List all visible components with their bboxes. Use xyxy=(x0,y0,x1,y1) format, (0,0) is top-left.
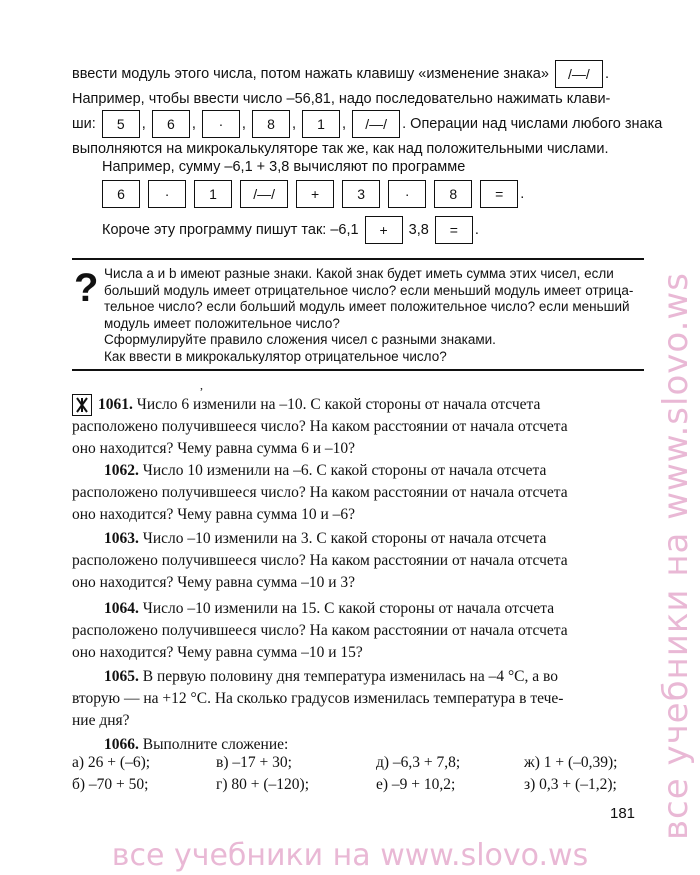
plus-key: + xyxy=(365,216,403,244)
question-line: Как ввести в микрокалькулятор отрицательное число? xyxy=(104,348,447,364)
program-key: 3 xyxy=(342,180,380,208)
key-5: 5 xyxy=(102,110,140,138)
exercise-1063: 1063. Число –10 изменили на 3. С какой стороны от начала отсчета расположено получившееся число? На каком расстоянии от начала отсчета оно находится? Чему равна сумма –10 и 3? xyxy=(72,530,568,591)
bottom-watermark: все учебники на www.slovo.ws xyxy=(111,838,589,873)
question-line: Числа a и b имеют разные знаки. Какой знак будет иметь сумма этих чисел, если xyxy=(104,266,614,281)
sum-item: з) 0,3 + (–1,2); xyxy=(524,776,617,793)
program-key: /—/ xyxy=(240,180,288,208)
sum-row xyxy=(72,774,654,796)
program-key: 8 xyxy=(434,180,472,208)
calculator-icon xyxy=(72,394,92,416)
program-keys: 6 · 1 /—/ + 3 · 8 = . xyxy=(100,180,524,208)
sum-item: в) –17 + 30; xyxy=(216,754,292,771)
question-mark-icon: ? xyxy=(74,266,99,310)
sum-table xyxy=(72,752,654,796)
short-program: Короче эту программу пишут так: –6,1 + 3,8 = . xyxy=(102,216,479,244)
intro-line-5: Например, сумму –6,1 + 3,8 вычисляют по программе xyxy=(102,159,466,175)
program-key: · xyxy=(148,180,186,208)
sum-item: д) –6,3 + 7,8; xyxy=(376,754,461,771)
program-key: 1 xyxy=(194,180,232,208)
key-8: 8 xyxy=(252,110,290,138)
intro-line-1: ввести модуль этого числа, потом нажать клавишу «изменение знака» /—/ . xyxy=(72,60,609,88)
program-key: 6 xyxy=(102,180,140,208)
exercise-1061: 1061. Число 6 изменили на –10. С какой стороны от начала отсчета расположено получившееся число? На каком расстоянии от начала отсчета оно находится? Чему равна сумма 6 и –10? xyxy=(72,396,568,458)
key-1: 1 xyxy=(302,110,340,138)
exercise-1065: 1065. В первую половину дня температура изменилась на –4 °С, а во вторую — на +12 °С. На сколько градусов изменилась температура в тече- ние дня? xyxy=(72,668,564,729)
sum-item: ж) 1 + (–0,39); xyxy=(524,754,618,771)
program-key: + xyxy=(296,180,334,208)
questions-block xyxy=(104,266,644,365)
question-line: Сформулируйте правило сложения чисел с разными знаками. xyxy=(104,332,496,347)
intro-line-4: выполняются на микрокалькуляторе так же, как над положительными числами. xyxy=(72,141,609,157)
sum-row xyxy=(72,752,654,774)
equals-key: = xyxy=(435,216,473,244)
question-line: больший модуль имеет отрицательное число? если меньший модуль имеет отрица- xyxy=(104,282,634,298)
exercise-1064: 1064. Число –10 изменили на 15. С какой стороны от начала отсчета расположено получившееся число? На каком расстоянии от начала отсчета оно находится? Чему равна сумма –10 и 15? xyxy=(72,600,568,661)
stray-mark: , xyxy=(200,378,203,392)
program-key: · xyxy=(388,180,426,208)
key-sign-change: /—/ xyxy=(352,110,400,138)
question-line: модуль имеет положительное число? xyxy=(104,315,340,331)
intro-line-2: Например, чтобы ввести число –56,81, надо последовательно нажимать клави- xyxy=(72,91,611,107)
intro-text: ввести модуль этого числа, потом нажать клавишу «изменение знака» xyxy=(72,65,549,82)
sum-item: б) –70 + 50; xyxy=(72,776,149,793)
key-6: 6 xyxy=(152,110,190,138)
intro-line-3: ши: 5 , 6 , · , 8 , 1 , /—/ . Операции над числами любого знака xyxy=(72,110,662,138)
page-number: 181 xyxy=(610,805,636,822)
vertical-watermark: все учебники на www.slovo.ws xyxy=(656,272,696,840)
sum-item: е) –9 + 10,2; xyxy=(376,776,456,793)
question-line: тельное число? если больший модуль имеет положительное число? если меньший xyxy=(104,299,630,314)
key-dot: · xyxy=(202,110,240,138)
program-key: = xyxy=(480,180,518,208)
sign-change-key: /—/ xyxy=(555,60,603,88)
exercise-1062: 1062. Число 10 изменили на –6. С какой стороны от начала отсчета расположено получившееся число? На каком расстоянии от начала отсчета оно находится? Чему равна сумма 10 и –6? xyxy=(72,462,568,523)
divider-bottom xyxy=(72,369,644,371)
exercise-1066-title: 1066. Выполните сложение: xyxy=(104,736,289,753)
sum-item: а) 26 + (–6); xyxy=(72,754,151,771)
sum-item: г) 80 + (–120); xyxy=(216,776,310,793)
divider-top xyxy=(72,258,644,260)
